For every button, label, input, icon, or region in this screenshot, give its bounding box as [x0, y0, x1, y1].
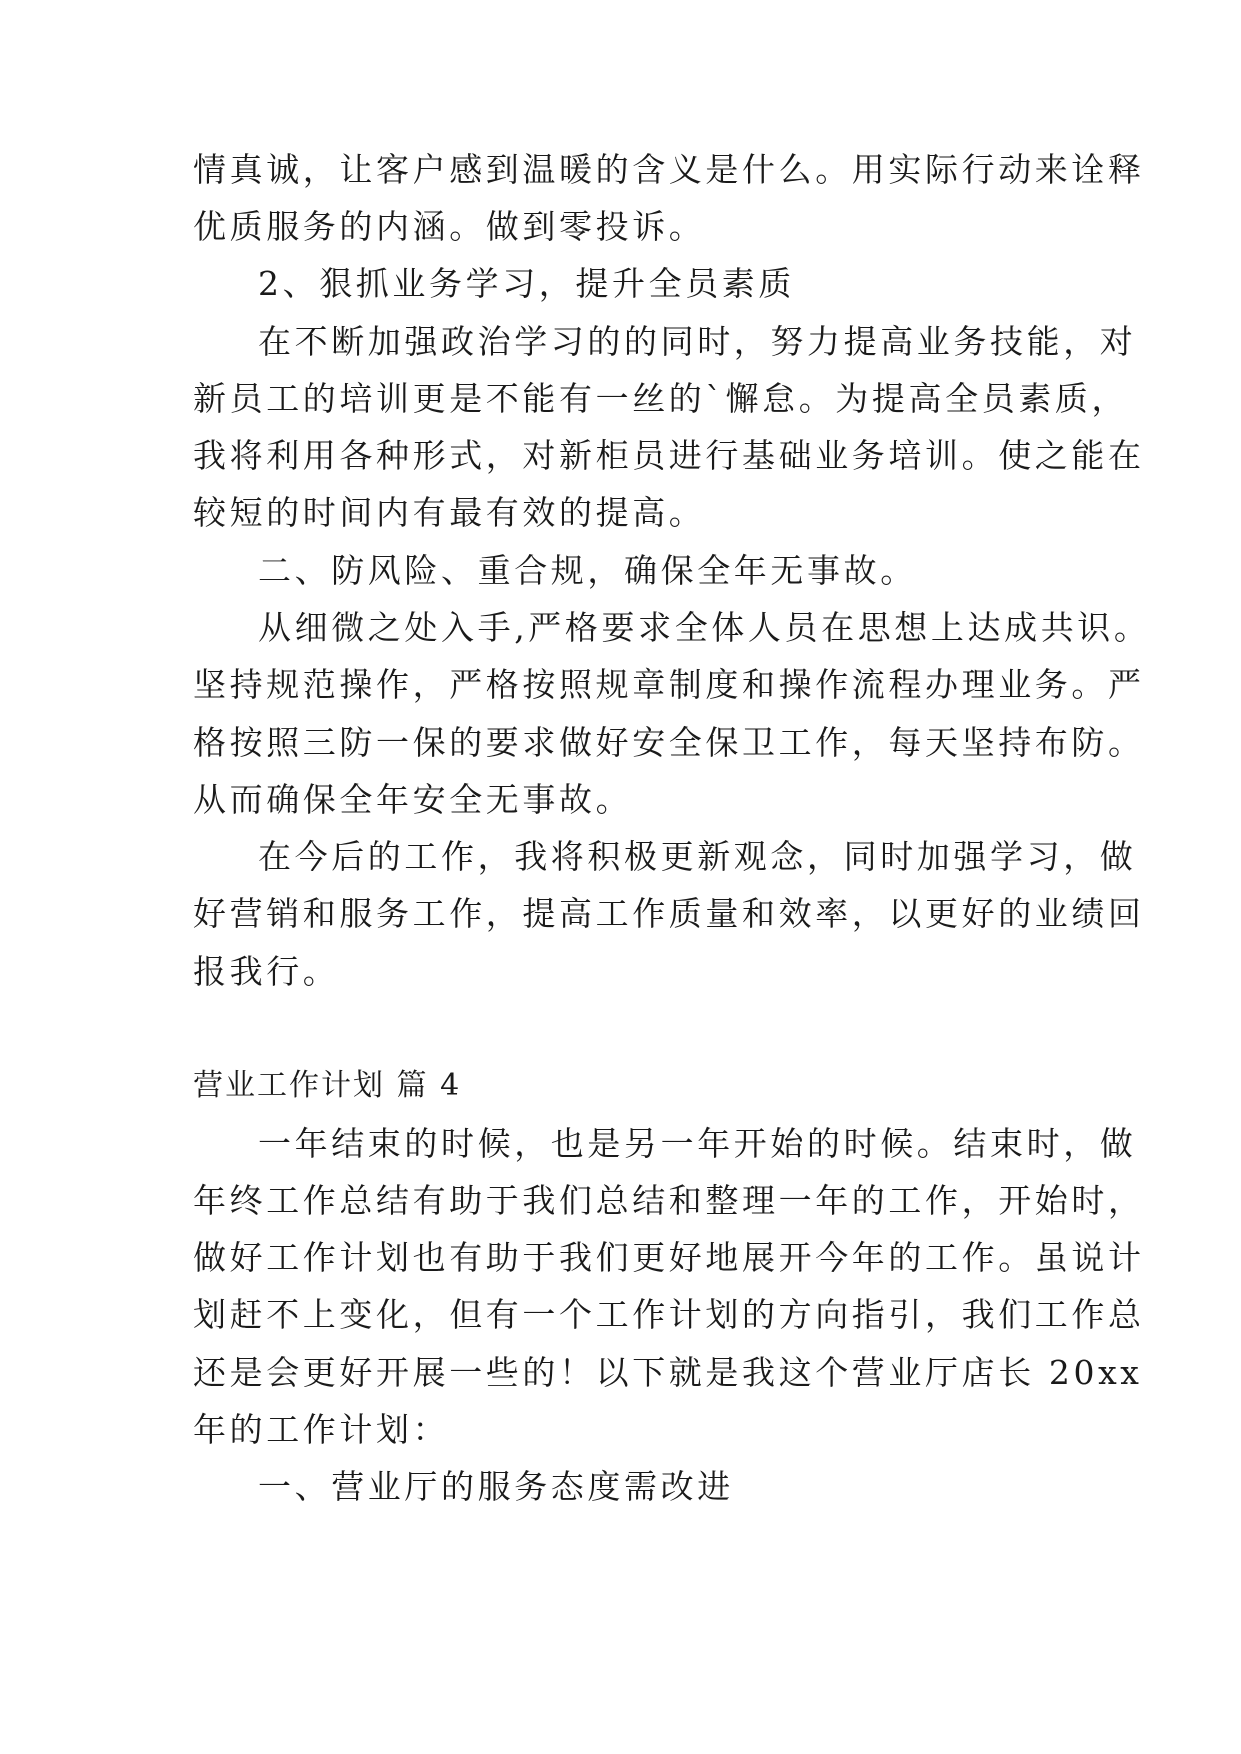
text-line: 划赶不上变化，但有一个工作计划的方向指引，我们工作总	[193, 1295, 1145, 1334]
text-line: 做好工作计划也有助于我们更好地展开今年的工作。虽说计	[193, 1238, 1145, 1277]
text-line: 我将利用各种形式，对新柜员进行基础业务培训。使之能在	[193, 436, 1145, 475]
subheading: 二、防风险、重合规，确保全年无事故。	[258, 551, 917, 590]
text-line: 报我行。	[193, 952, 340, 991]
text-line: 坚持规范操作，严格按照规章制度和操作流程办理业务。严	[193, 665, 1145, 704]
text-line: 情真诚，让客户感到温暖的含义是什么。用实际行动来诠释	[193, 150, 1145, 189]
text-line: 好营销和服务工作，提高工作质量和效率，以更好的业绩回	[193, 894, 1145, 933]
text-line: 从而确保全年安全无事故。	[193, 780, 633, 819]
text-line: 较短的时间内有最有效的提高。	[193, 493, 706, 532]
subheading: 一、营业厅的服务态度需改进	[258, 1467, 734, 1506]
text-line: 格按照三防一保的要求做好安全保卫工作，每天坚持布防。	[193, 723, 1145, 762]
subheading: 2、狠抓业务学习，提升全员素质	[258, 264, 795, 303]
text-line: 新员工的培训更是不能有一丝的`懈怠。为提高全员素质，	[193, 379, 1129, 418]
text-line: 从细微之处入手,严格要求全体人员在思想上达成共识。	[258, 608, 1151, 647]
text-line: 优质服务的内涵。做到零投诉。	[193, 207, 706, 246]
text-line: 在今后的工作，我将积极更新观念，同时加强学习，做	[258, 837, 1137, 876]
section-heading: 营业工作计划 篇 4	[193, 1068, 462, 1103]
text-line: 年的工作计划：	[193, 1410, 450, 1449]
text-line: 在不断加强政治学习的的同时，努力提高业务技能，对	[258, 322, 1137, 361]
text-line: 还是会更好开展一些的！以下就是我这个营业厅店长 20xx	[193, 1353, 1143, 1392]
text-line: 一年结束的时候，也是另一年开始的时候。结束时，做	[258, 1124, 1137, 1163]
text-line: 年终工作总结有助于我们总结和整理一年的工作，开始时，	[193, 1181, 1145, 1220]
